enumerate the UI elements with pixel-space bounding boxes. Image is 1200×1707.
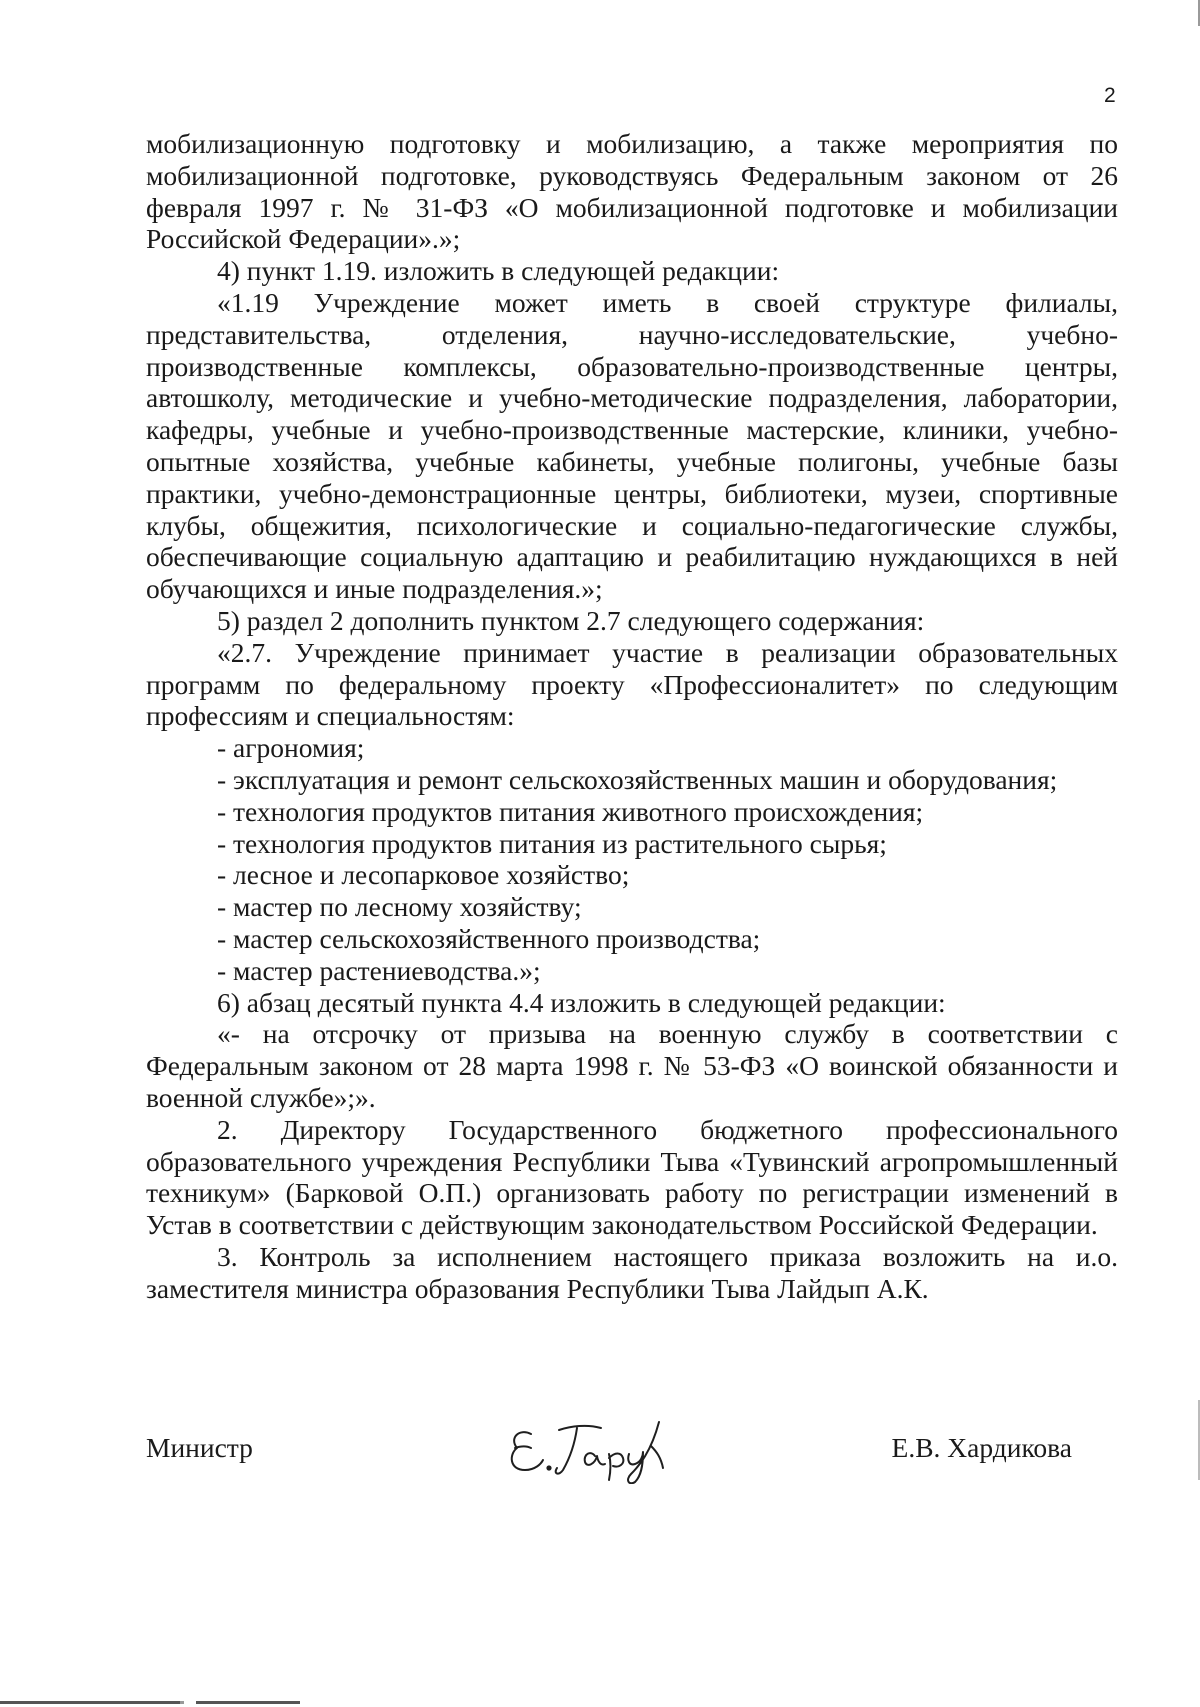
list-item: - агрономия; (217, 732, 365, 764)
paragraph: 6) абзац десятый пункта 4.4 изложить в следующей редакции: (217, 986, 946, 1018)
list-item: - мастер растениеводства.»; (217, 954, 541, 986)
paragraph: мобилизационную подготовку и мобилизацию, а также мероприятия по мобилизационной подготовке, руководствуясь Федеральным законом от 26 февраля 1997 г. № 31-ФЗ «О мобилизационной подготовке и мобилизации Российской Федерации».»; (146, 128, 1118, 255)
list-item: - технология продуктов питания животного происхождения; (217, 795, 924, 827)
list-item: - лесное и лесопарковое хозяйство; (217, 859, 630, 891)
scan-edge-mark (0, 1701, 300, 1704)
paragraph: 4) пункт 1.19. изложить в следующей редакции: (217, 255, 780, 287)
list-item: - эксплуатация и ремонт сельскохозяйственных машин и оборудования; (217, 763, 1058, 795)
paragraph: «- на отсрочку от призыва на военную службу в соответствии с Федеральным законом от 28 марта 1998 г. № 53-ФЗ «О воинской обязанности и военной службе»;». (146, 1018, 1118, 1113)
paragraph: «2.7. Учреждение принимает участие в реализации образовательных программ по федеральному проекту «Профессионалитет» по следующим профессиям и специальностям: (146, 636, 1118, 732)
handwritten-signature (501, 1412, 681, 1484)
paragraph: 3. Контроль за исполнением настоящего приказа возложить на и.о. заместителя министра образования Республики Тыва Лайдып А.К. (146, 1240, 1118, 1304)
list-item: - технология продуктов питания из растительного сырья; (217, 827, 887, 859)
paragraph: «1.19 Учреждение может иметь в своей структуре филиалы, представительства, отделения, научно-исследовательские, учебно-производственные комплексы, образовательно-производственные центры, автошколу, методические и учебно-методические подразделения, лаборатории, кафедры, учебные и учебно-производственные мастерские, клиники, учебно-опытные хозяйства, учебные кабинеты, учебные полигоны, учебные базы практики, учебно-демонстрационные центры, библиотеки, музеи, спортивные клубы, общежития, психологические и социально-педагогические службы, обеспечивающие социальную адаптацию и реабилитацию нуждающихся в ней обучающихся и иные подразделения.»; (146, 286, 1118, 605)
signature-block (146, 1412, 1072, 1492)
paragraph: 5) раздел 2 дополнить пунктом 2.7 следующего содержания: (217, 604, 925, 636)
page-number: 2 (1104, 84, 1116, 107)
paragraph: 2. Директору Государственного бюджетного профессионального образовательного учреждения Республики Тыва «Тувинский агропромышленный техникум» (Барковой О.П.) организовать работу по регистрации изменений в Устав в соответствии с действующим законодательством Российской Федерации. (146, 1113, 1118, 1241)
document-body (146, 128, 1118, 1304)
list-item: - мастер сельскохозяйственного производства; (217, 922, 761, 954)
list-item: - мастер по лесному хозяйству; (217, 891, 582, 923)
signer-position: Министр (146, 1432, 253, 1463)
signer-name: Е.В. Хардикова (891, 1432, 1072, 1463)
